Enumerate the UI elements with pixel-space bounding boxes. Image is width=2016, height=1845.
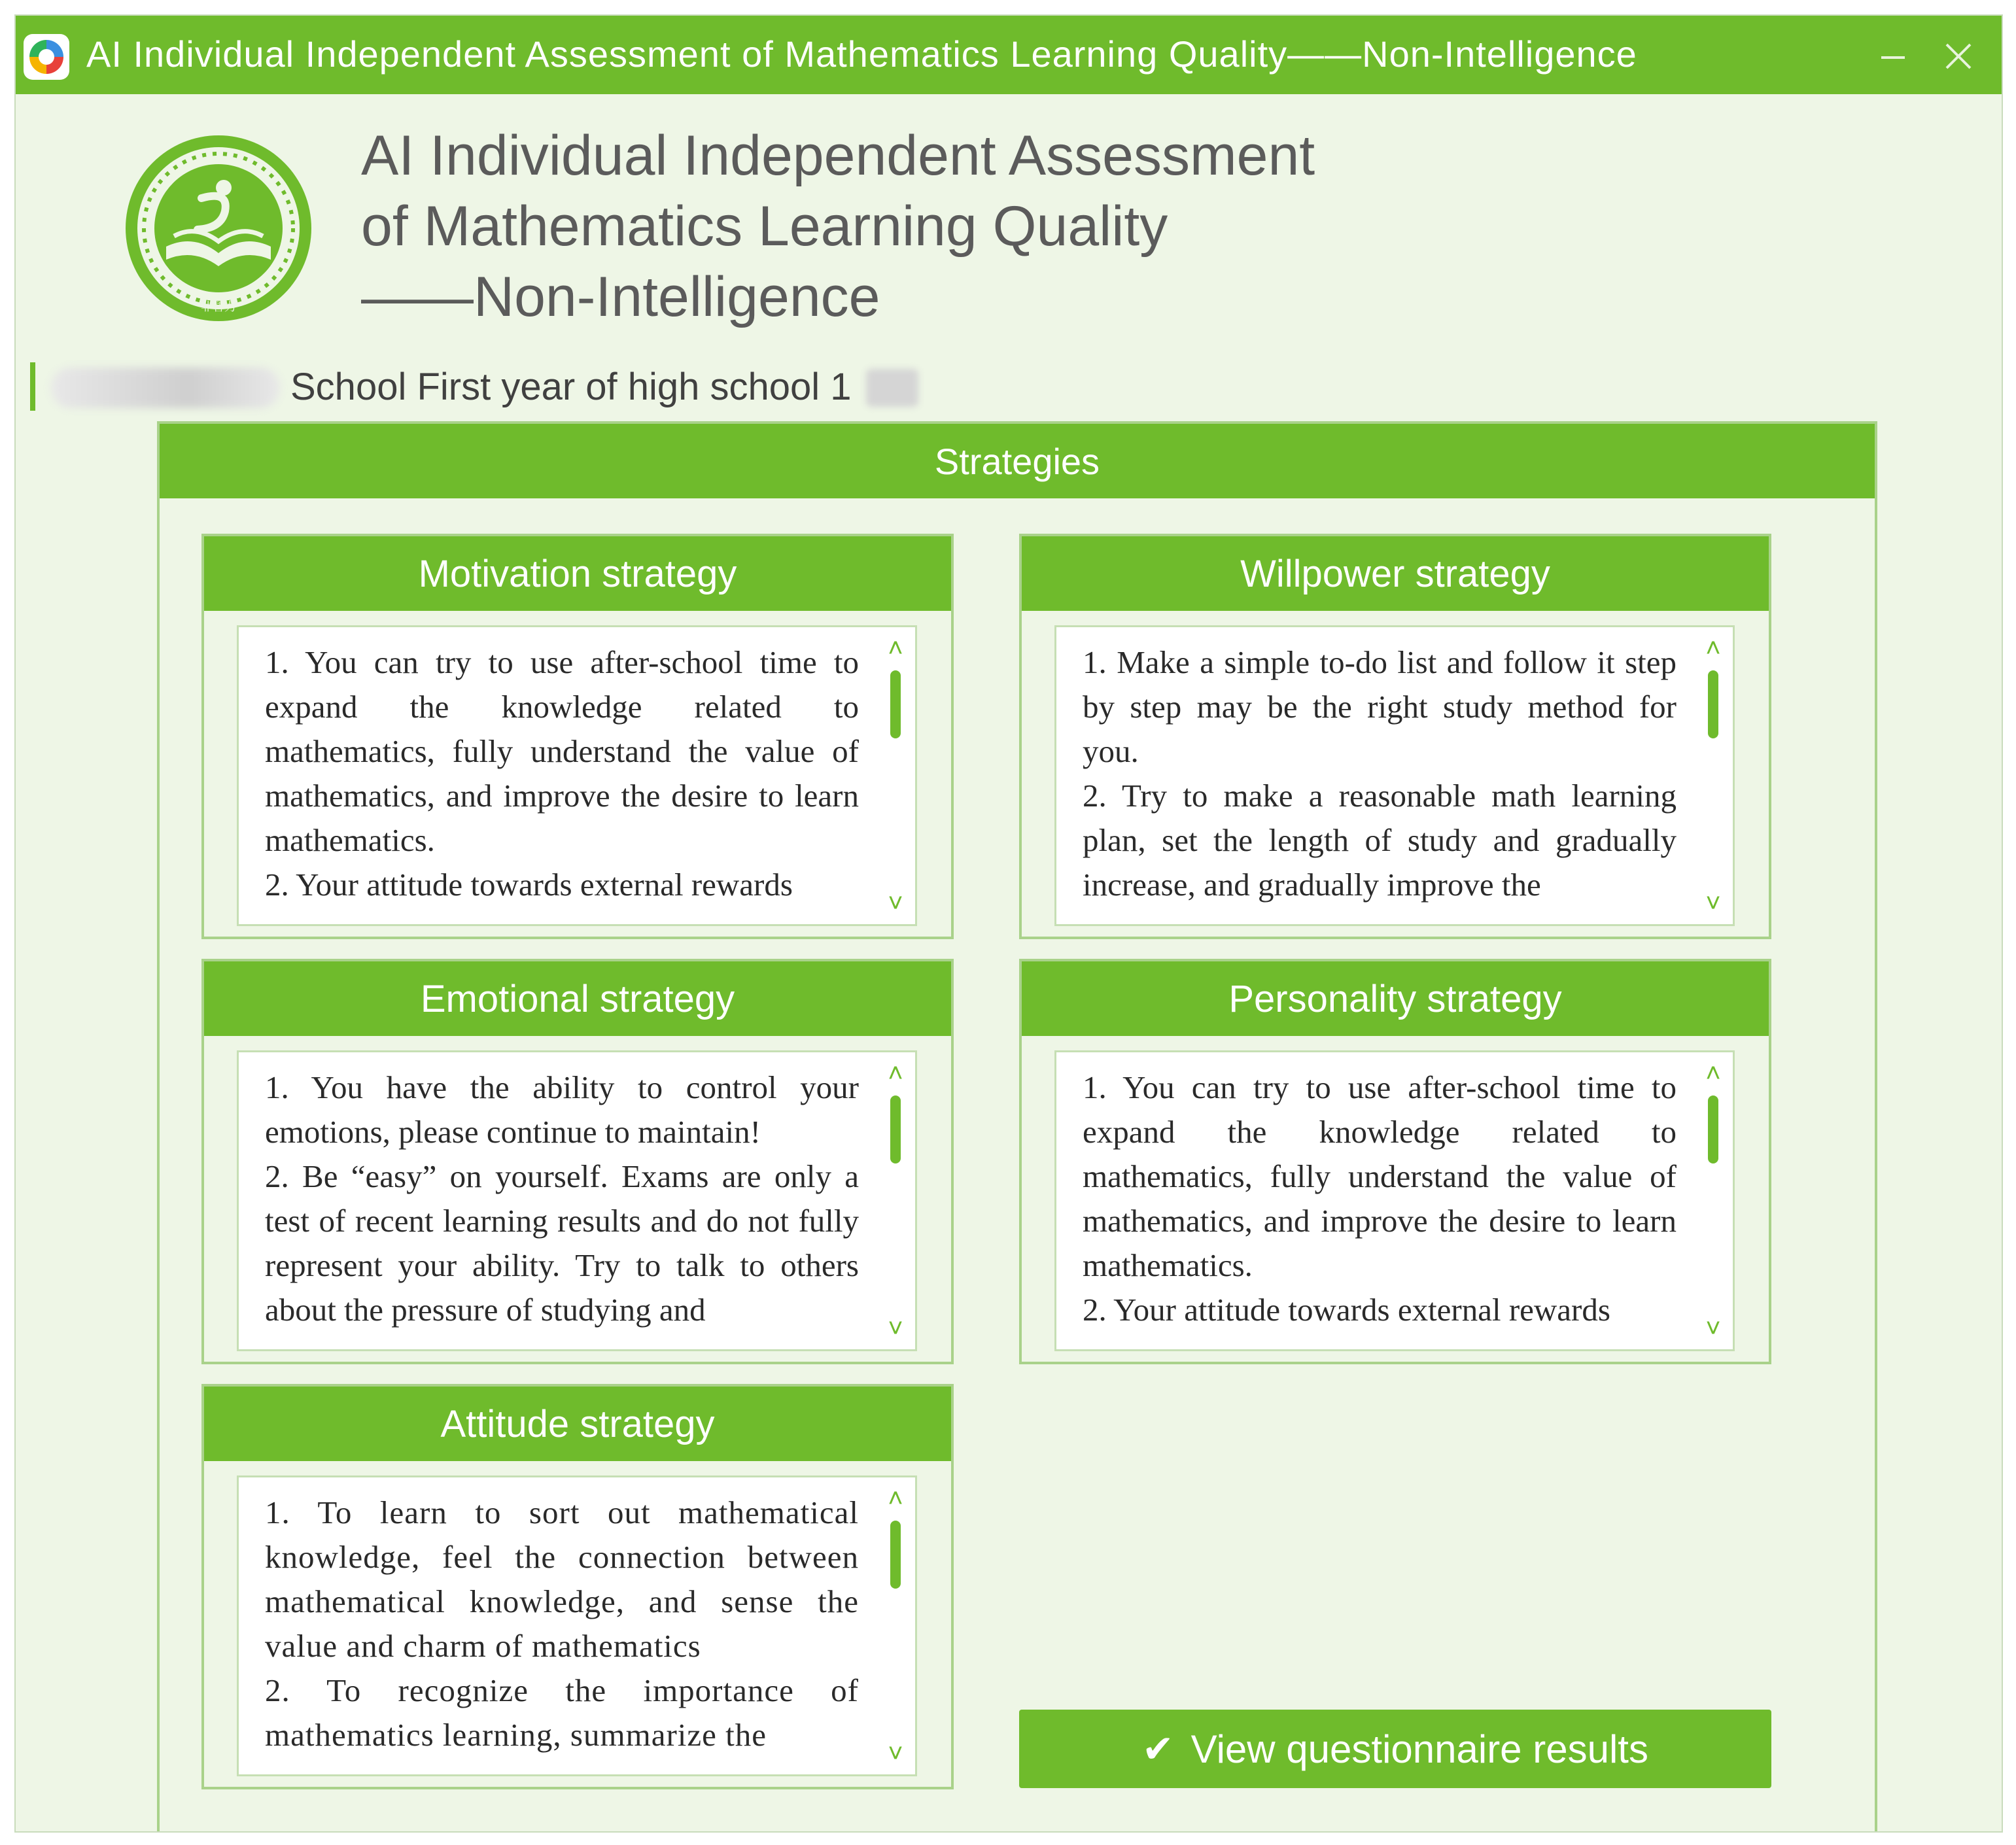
- strategy-line: 2. Your attitude towards external rewards: [265, 867, 793, 903]
- app-header: [16, 94, 2002, 328]
- card-title: Motivation strategy: [204, 536, 951, 611]
- scroll-down-icon[interactable]: ˅: [1705, 889, 1721, 918]
- strategy-text-box[interactable]: [237, 625, 917, 926]
- app-window: [14, 14, 2003, 1833]
- close-button[interactable]: [1938, 35, 1979, 77]
- school-logo: [120, 130, 317, 326]
- scroll-down-icon[interactable]: ˅: [888, 889, 903, 918]
- strategy-line: 2. Your attitude towards external rewards: [1083, 1292, 1610, 1328]
- strategy-text: [1083, 1065, 1677, 1334]
- personality-strategy-card: [1019, 959, 1771, 1364]
- redacted-class-number: [866, 369, 918, 407]
- scroll-up-icon[interactable]: ˄: [1705, 1059, 1721, 1088]
- strategy-text-box[interactable]: [1054, 1050, 1735, 1351]
- minimize-button[interactable]: [1872, 35, 1914, 77]
- emotional-strategy-card: [201, 959, 954, 1364]
- view-questionnaire-results-button[interactable]: [1019, 1710, 1771, 1788]
- scroll-up-icon[interactable]: ˄: [1705, 634, 1721, 663]
- scroll-down-icon[interactable]: ˅: [1705, 1314, 1721, 1343]
- strategy-text-box[interactable]: [1054, 625, 1735, 926]
- strategy-text-box[interactable]: [237, 1475, 917, 1776]
- scrollbar-thumb[interactable]: [1708, 670, 1718, 738]
- strategy-line: 2. To recognize the importance of mathematics learning, summarize the: [265, 1672, 859, 1753]
- redacted-school-name: [51, 368, 280, 408]
- school-accent-bar: [30, 362, 35, 411]
- strategy-text: [265, 1491, 859, 1759]
- strategy-line: 1. Make a simple to-do list and follow it step by step may be the right study method for you.: [1083, 644, 1677, 769]
- card-title: Attitude strategy: [204, 1387, 951, 1461]
- strategy-line: 2. Try to make a reasonable math learning plan, set the length of study and gradually increase, and gradually improve the: [1083, 778, 1677, 903]
- strategy-line: 1. You can try to use after-school time to expand the knowledge related to mathematics, fully understand the value of mathematics, and improve the desire to learn mathematics.: [265, 644, 859, 858]
- scrollbar-thumb[interactable]: [890, 1095, 901, 1164]
- strategy-line: 1. To learn to sort out mathematical knowledge, feel the connection between mathematical knowledge, and sense the value and charm of mathematics: [265, 1494, 859, 1664]
- scroll-down-icon[interactable]: ˅: [888, 1739, 903, 1768]
- motivation-strategy-card: [201, 534, 954, 939]
- scrollbar-thumb[interactable]: [1708, 1095, 1718, 1164]
- card-title: Personality strategy: [1022, 961, 1769, 1036]
- strategy-line: 1. You can try to use after-school time to expand the knowledge related to mathematics, fully understand the value of mathematics, and improve the desire to learn mathematics.: [1083, 1069, 1677, 1283]
- strategies-header: Strategies: [160, 424, 1875, 498]
- logo-caption: 非智力: [201, 300, 236, 314]
- school-info: School First year of high school 1: [290, 366, 852, 408]
- scroll-up-icon[interactable]: ˄: [888, 634, 903, 663]
- view-button-label: View questionnaire results: [1190, 1727, 1648, 1771]
- strategy-line: 1. You have the ability to control your emotions, please continue to maintain!: [265, 1069, 859, 1150]
- check-icon: ✔: [1142, 1728, 1174, 1770]
- attitude-strategy-card: [201, 1384, 954, 1789]
- title-bar: [16, 16, 2002, 94]
- scroll-up-icon[interactable]: ˄: [888, 1059, 903, 1088]
- strategy-text: [265, 1065, 859, 1334]
- close-icon: [1938, 35, 1979, 77]
- strategy-text-box[interactable]: [237, 1050, 917, 1351]
- card-title: Willpower strategy: [1022, 536, 1769, 611]
- strategy-text: [265, 640, 859, 908]
- page-title: AI Individual Independent Assessment of Mathematics Learning Quality ——Non-Intelligence: [361, 124, 1315, 328]
- window-title: AI Individual Independent Assessment of Mathematics Learning Quality——Non-Intelligence: [86, 33, 1637, 75]
- scrollbar-thumb[interactable]: [890, 670, 901, 738]
- willpower-strategy-card: [1019, 534, 1771, 939]
- app-logo-icon: [24, 34, 69, 80]
- strategies-panel: [157, 421, 1877, 1833]
- card-title: Emotional strategy: [204, 961, 951, 1036]
- strategy-line: 2. Be “easy” on yourself. Exams are only a test of recent learning results and do not fully represent your ability. Try to talk to others about the pressure of studying and: [265, 1158, 859, 1328]
- minimize-icon: [1872, 35, 1914, 77]
- scroll-up-icon[interactable]: ˄: [888, 1484, 903, 1513]
- scroll-down-icon[interactable]: ˅: [888, 1314, 903, 1343]
- scrollbar-thumb[interactable]: [890, 1521, 901, 1589]
- strategy-text: [1083, 640, 1677, 908]
